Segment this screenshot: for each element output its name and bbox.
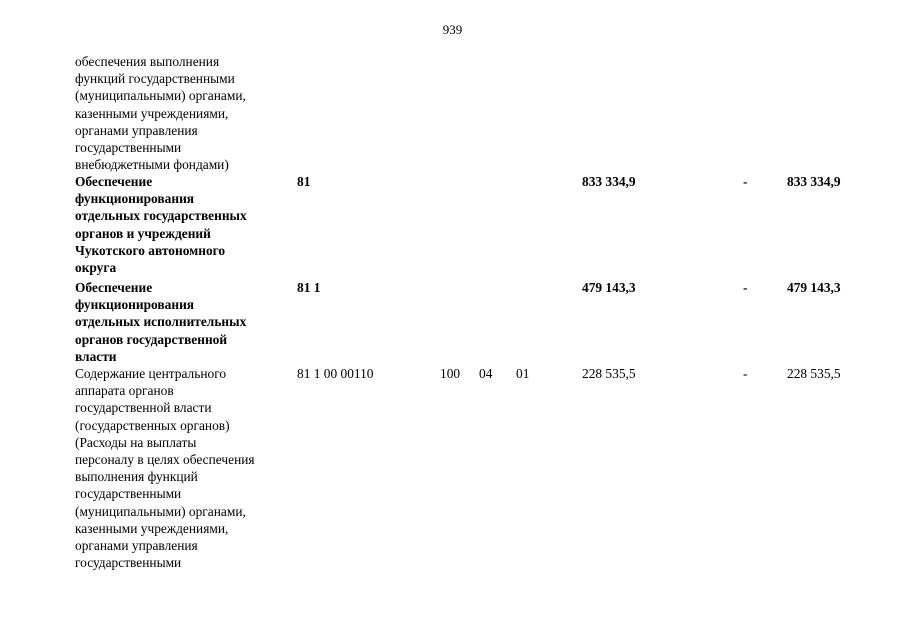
- row-name-line: казенными учреждениями,: [75, 520, 229, 536]
- row-amount-3: 833 334,9: [787, 174, 841, 189]
- row-name-line: обеспечения выполнения: [75, 54, 220, 69]
- row-name-line: (Расходы на выплаты: [75, 434, 197, 450]
- row-name-line: функций государственными: [75, 71, 235, 87]
- row-amount-2: -: [743, 366, 748, 381]
- row-name: [75, 365, 285, 571]
- row-amount-3: 228 535,5: [787, 366, 841, 381]
- row-name-line: отдельных исполнительных: [75, 314, 247, 330]
- row-name: [75, 173, 285, 276]
- row-csr-code: 81 1 00 00110: [297, 366, 374, 381]
- row-name-line: государственными: [75, 555, 182, 571]
- row-rz-code: 04: [479, 366, 493, 381]
- row-amount-2: -: [743, 280, 748, 295]
- page-number: 939: [442, 22, 463, 37]
- row-name-line: выполнения функций: [75, 469, 198, 485]
- row-name-line: органов государственной: [75, 331, 228, 347]
- row-name-line: внебюджетными фондами): [75, 157, 229, 173]
- row-vr-code: 100: [440, 366, 461, 381]
- row-name-line: функционирования: [75, 297, 195, 313]
- row-name-line: (муниципальными) органами,: [75, 503, 246, 519]
- row-name-line: персоналу в целях обеспечения: [75, 452, 255, 468]
- row-name: [75, 279, 285, 365]
- row-csr-code: 81: [297, 174, 311, 189]
- row-csr-code: 81 1: [297, 280, 321, 295]
- row-name: [75, 53, 285, 173]
- row-name-line: власти: [75, 348, 117, 364]
- row-name-line: казенными учреждениями,: [75, 105, 229, 121]
- row-amount-2: -: [743, 174, 748, 189]
- row-name-line: государственными: [75, 486, 182, 502]
- row-name-line: функционирования: [75, 191, 195, 207]
- row-name-line: Содержание центрального: [75, 366, 227, 381]
- row-amount-1: 833 334,9: [582, 174, 636, 189]
- row-name-line: Обеспечение: [75, 174, 153, 189]
- row-name-line: (муниципальными) органами,: [75, 88, 246, 104]
- row-name-line: органами управления: [75, 122, 198, 138]
- row-amount-3: 479 143,3: [787, 280, 841, 295]
- row-name-line: отдельных государственных: [75, 208, 247, 224]
- row-name-line: Чукотского автономного: [75, 242, 226, 258]
- row-name-line: аппарата органов: [75, 383, 174, 399]
- row-name-line: округа: [75, 260, 117, 276]
- row-name-line: (государственных органов): [75, 417, 230, 433]
- row-name-line: государственной власти: [75, 400, 212, 416]
- row-pr-code: 01: [516, 366, 530, 381]
- row-amount-1: 479 143,3: [582, 280, 636, 295]
- row-name-line: органами управления: [75, 538, 198, 554]
- row-name-line: органов и учреждений: [75, 225, 211, 241]
- row-name-line: государственными: [75, 140, 182, 156]
- row-name-line: Обеспечение: [75, 280, 153, 295]
- row-amount-1: 228 535,5: [582, 366, 636, 381]
